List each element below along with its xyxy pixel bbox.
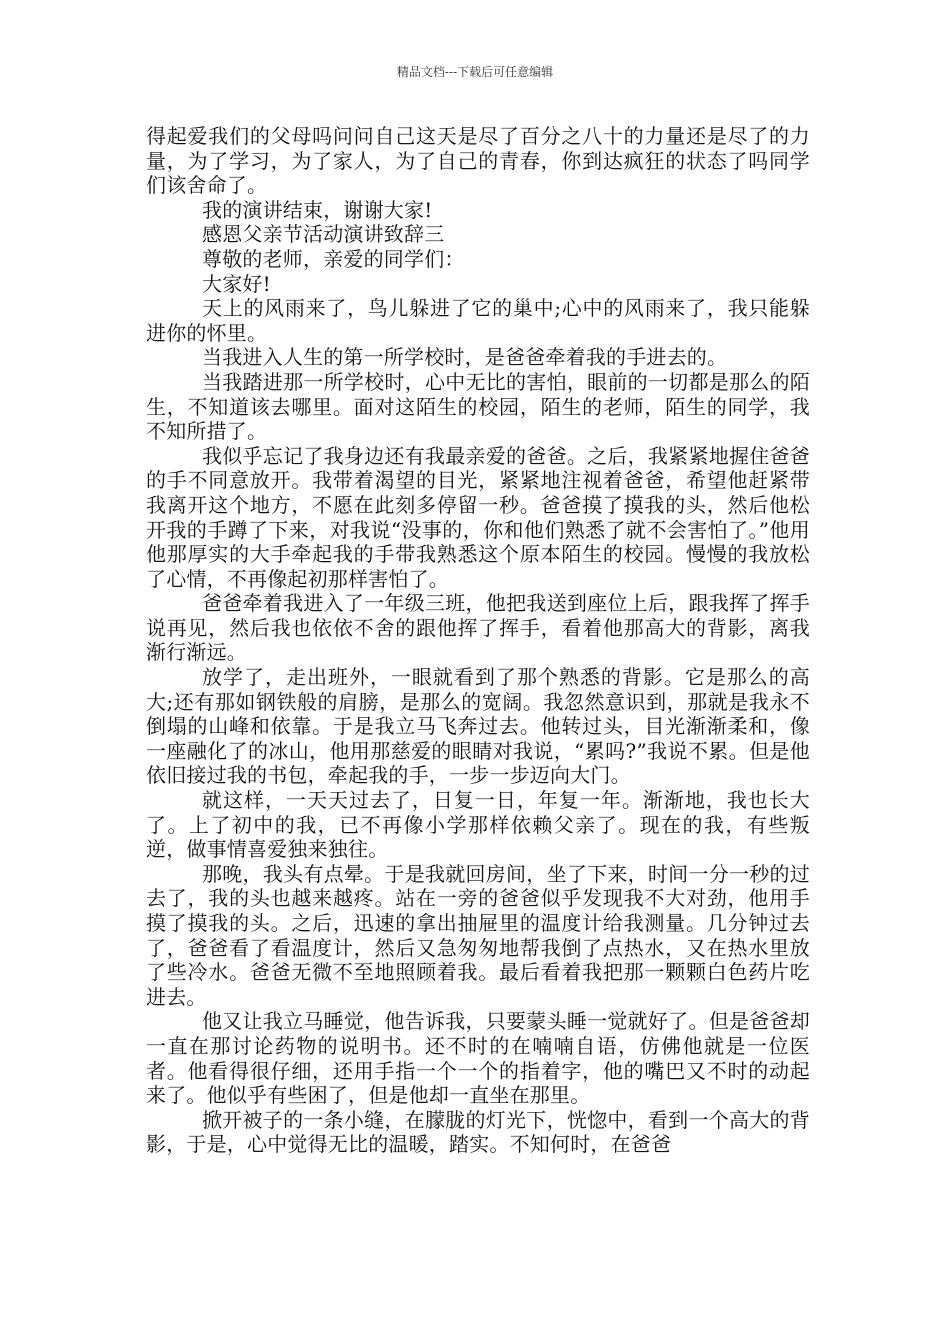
paragraph-12: 就这样，一天天过去了，日复一日，年复一年。渐渐地，我也长大了。上了初中的我，已不再像小学那样依赖父亲了。现在的我，有些叛逆，做事情喜爱独来独往。: [146, 788, 810, 862]
paragraph-9: 我似乎忘记了我身边还有我最亲爱的爸爸。之后，我紧紧地握住爸爸的手不同意放开。我带着渴望的目光，紧紧地注视着爸爸，希望他赶紧带我离开这个地方，不愿在此刻多停留一秒。爸爸摸了摸我的头，然后他松开我的手蹲了下来，对我说“没事的，你和他们熟悉了就不会害怕了。”他用他那厚实的大手牵起我的手带我熟悉这个原本陌生的校园。慢慢的我放松了心情，不再像起初那样害怕了。: [146, 443, 810, 591]
paragraph-1: 得起爱我们的父母吗问问自己这天是尽了百分之八十的力量还是尽了的力量，为了学习，为了家人，为了自己的青春，你到达疯狂的状态了吗同学们该舍命了。: [146, 124, 810, 198]
paragraph-7: 当我进入人生的第一所学校时，是爸爸牵着我的手进去的。: [202, 345, 728, 370]
paragraph-13: 那晚，我头有点晕。于是我就回房间，坐了下来，时间一分一秒的过去了，我的头也越来越疼。站在一旁的爸爸似乎发现我不大对劲，他用手摸了摸我的头。之后，迅速的拿出抽屉里的温度计给我测量。几分钟过去了，爸爸看了看温度计，然后又急匆匆地帮我倒了点热水，又在热水里放了些冷水。爸爸无微不至地照顾着我。最后看着我把那一颗颗白色药片吃进去。: [146, 861, 810, 1009]
paragraph-3: 感恩父亲节活动演讲致辞三: [202, 222, 445, 247]
paragraph-5: 大家好!: [202, 271, 271, 296]
paragraph-10: 爸爸牵着我进入了一年级三班，他把我送到座位上后，跟我挥了挥手说再见，然后我也依依不舍的跟他挥了挥手，看着他那高大的背影，离我渐行渐远。: [146, 591, 810, 665]
page-header: 精品文档---下载后可任意编辑: [396, 65, 554, 79]
paragraph-15: 掀开被子的一条小缝，在朦胧的灯光下，恍惚中，看到一个高大的背影，于是，心中觉得无比的温暖，踏实。不知何时，在爸爸: [146, 1107, 810, 1157]
document-body: [146, 124, 810, 1157]
paragraph-11: 放学了，走出班外，一眼就看到了那个熟悉的背影。它是那么的高大;还有那如钢铁般的肩膀，是那么的宽阔。我忽然意识到，那就是我永不倒塌的山峰和依靠。于是我立马飞奔过去。他转过头，目光渐渐柔和，像一座融化了的冰山，他用那慈爱的眼睛对我说，“累吗?”我说不累。但是他依旧接过我的书包，牵起我的手，一步一步迈向大门。: [146, 665, 810, 788]
paragraph-14: 他又让我立马睡觉，他告诉我，只要蒙头睡一觉就好了。但是爸爸却一直在那讨论药物的说明书。还不时的在喃喃自语，仿佛他就是一位医者。他看得很仔细，还用手指一个一个的指着字，他的嘴巴又不时的动起来了。他似乎有些困了，但是他却一直坐在那里。: [146, 1009, 810, 1108]
paragraph-2: 我的演讲结束，谢谢大家!: [202, 197, 433, 222]
paragraph-6: 天上的风雨来了，鸟儿躲进了它的巢中;心中的风雨来了，我只能躲进你的怀里。: [146, 296, 810, 345]
paragraph-8: 当我踏进那一所学校时，心中无比的害怕，眼前的一切都是那么的陌生，不知道该去哪里。面对这陌生的校园，陌生的老师，陌生的同学，我不知所措了。: [146, 369, 810, 444]
paragraph-4: 尊敬的老师，亲爱的同学们：: [202, 246, 465, 271]
